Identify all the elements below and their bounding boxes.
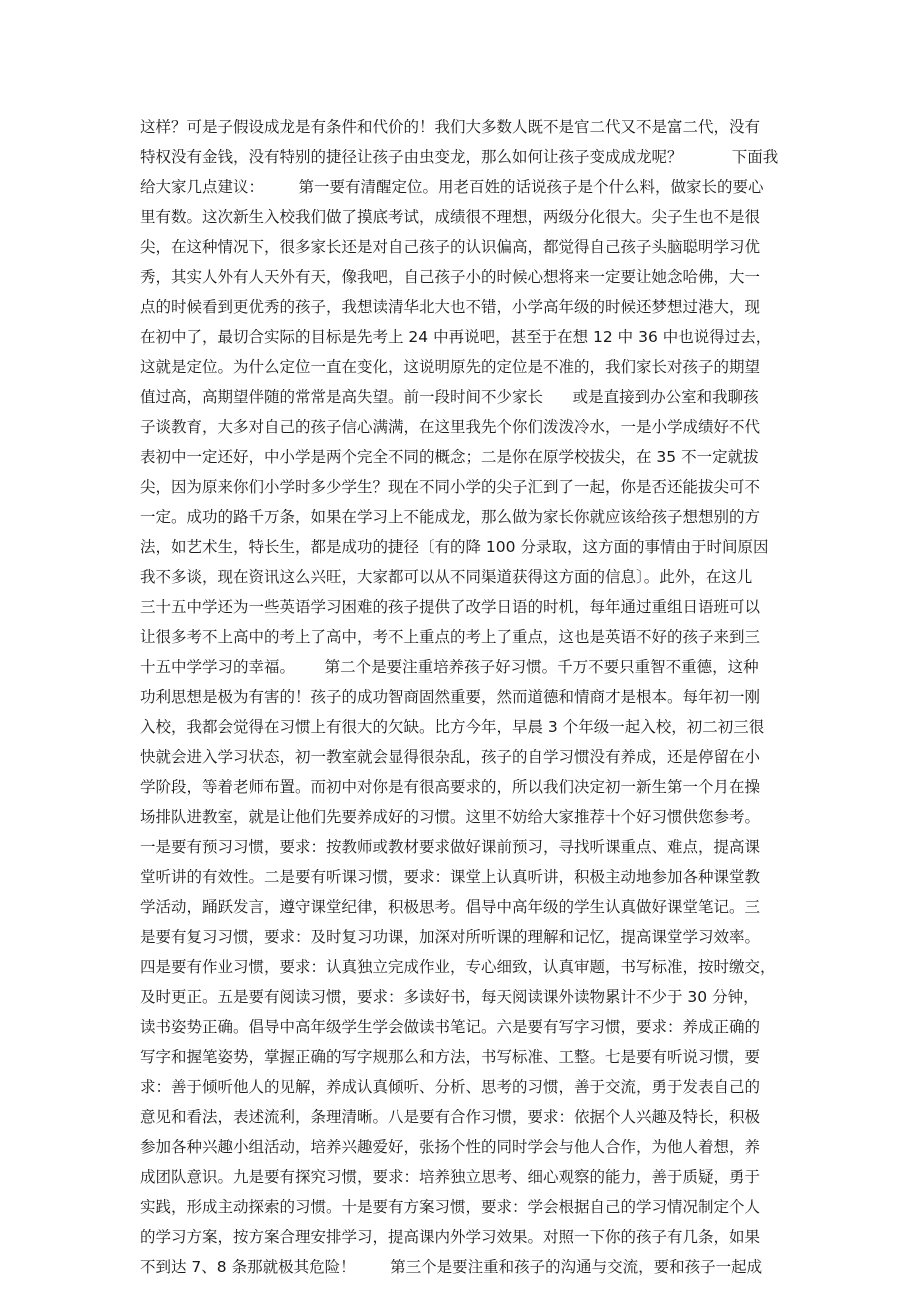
text-line: 让很多考不上高中的考上了高中，考不上重点的考上了重点，这也是英语不好的孩子来到三: [140, 628, 761, 646]
text-line: 点的时候看到更优秀的孩子，我想读清华北大也不错，小学高年级的时候还梦想过港大，现: [140, 298, 761, 316]
text-line: 入校，我都会觉得在习惯上有很大的欠缺。比方今年，早晨 3 个年级一起入校，初二初三很: [140, 718, 765, 736]
text-line: 写字和握笔姿势，掌握正确的写字规那么和方法，书写标准、工整。七是要有听说习惯，要: [140, 1048, 761, 1066]
text-line: 读书姿势正确。倡导中高年级学生学会做读书笔记。六是要有写字习惯，要求：养成正确的: [140, 1018, 761, 1036]
text-line: 场排队进教室，就是让他们先要养成好的习惯。这里不妨给大家推荐十个好习惯供您参考。: [140, 808, 761, 826]
text-line: 四是要有作业习惯，要求：认真独立完成作业，专心细致，认真审题，书写标准，按时缴交，: [140, 958, 776, 976]
text-line: 尖，因为原来你们小学时多少学生？现在不同小学的尖子汇到了一起，你是否还能拔尖可不: [140, 478, 761, 496]
text-line: 的学习方案，按方案合理安排学习，提高课内外学习效果。对照一下你的孩子有几条，如果: [140, 1228, 761, 1246]
text-line: 功利思想是极为有害的！孩子的成功智商固然重要，然而道德和情商才是根本。每年初一刚: [140, 688, 761, 706]
text-line: 给大家几点建议： 第一要有清醒定位。用老百姓的话说孩子是个什么料，做家长的要心: [140, 178, 764, 196]
text-line: 值过高，高期望伴随的常常是高失望。前一段时间不少家长 或是直接到办公室和我聊孩: [140, 388, 759, 406]
text-line: 成团队意识。九是要有探究习惯，要求：培养独立思考、细心观察的能力，善于质疑，勇于: [140, 1168, 761, 1186]
text-line: 及时更正。五是要有阅读习惯，要求：多读好书，每天阅读课外读物累计不少于 30 分钟，: [140, 988, 759, 1006]
text-line: 一是要有预习习惯，要求：按教师或教材要求做好课前预习，寻找听课重点、难点，提高课: [140, 838, 761, 856]
text-line: 特权没有金钱，没有特别的捷径让孩子由虫变龙，那么如何让孩子变成成龙呢？ 下面我: [140, 148, 779, 166]
text-line: 学活动，踊跃发言，遵守课堂纪律，积极思考。倡导中高年级的学生认真做好课堂笔记。三: [140, 898, 761, 916]
text-line: 这样？可是子假设成龙是有条件和代价的！我们大多数人既不是官二代又不是富二代，没有: [140, 118, 761, 136]
text-line: 实践，形成主动探索的习惯。十是要有方案习惯，要求：学会根据自己的学习情况制定个人: [140, 1198, 761, 1216]
text-line: 我不多谈，现在资讯这么兴旺，大家都可以从不同渠道获得这方面的信息〕。此外，在这儿: [140, 568, 753, 586]
text-line: 堂听讲的有效性。二是要有听课习惯，要求：课堂上认真听讲，积极主动地参加各种课堂教: [140, 868, 761, 886]
text-line: 里有数。这次新生入校我们做了摸底考试，成绩很不理想，两级分化很大。尖子生也不是很: [140, 208, 761, 226]
text-line: 意见和看法，表述流利，条理清晰。八是要有合作习惯，要求：依据个人兴趣及特长，积极: [140, 1108, 761, 1126]
text-line: 十五中学学习的幸福。 第二个是要注重培养孩子好习惯。千万不要只重智不重德，这种: [140, 658, 759, 676]
text-line: 一定。成功的路千万条，如果在学习上不能成龙，那么做为家长你就应该给孩子想想别的方: [140, 508, 761, 526]
text-line: 是要有复习习惯，要求：及时复习功课，加深对所听课的理解和记忆，提高课堂学习效率。: [140, 928, 761, 946]
text-line: 学阶段，等着老师布置。而初中对你是有很高要求的，所以我们决定初一新生第一个月在操: [140, 778, 761, 796]
text-line: 快就会进入学习状态，初一教室就会显得很杂乱，孩子的自学习惯没有养成，还是停留在小: [140, 748, 761, 766]
text-line: 子谈教育，大多对自己的孩子信心满满，在这里我先个你们泼泼冷水，一是小学成绩好不代: [140, 418, 761, 436]
text-line: 秀，其实人外有人天外有天，像我吧，自己孩子小的时候心想将来一定要让她念哈佛，大一: [140, 268, 761, 286]
text-line: 参加各种兴趣小组活动，培养兴趣爱好，张扬个性的同时学会与他人合作，为他人着想，养: [140, 1138, 761, 1156]
text-line: 尖，在这种情况下，很多家长还是对自己孩子的认识偏高，都觉得自己孩子头脑聪明学习优: [140, 238, 761, 256]
text-line: 这就是定位。为什么定位一直在变化，这说明原先的定位是不准的，我们家长对孩子的期望: [140, 358, 761, 376]
text-line: 表初中一定还好，中小学是两个完全不同的概念；二是你在原学校拔尖，在 35 不一定就拔: [140, 448, 759, 466]
text-line: 不到达 7、8 条那就极其危险！ 第三个是要注重和孩子的沟通与交流，要和孩子一起成: [140, 1258, 763, 1276]
text-line: 法，如艺术生，特长生，都是成功的捷径〔有的降 100 分录取，这方面的事情由于时间原因: [140, 538, 769, 556]
text-line: 三十五中学还为一些英语学习困难的孩子提供了改学日语的时机，每年通过重组日语班可以: [140, 598, 761, 616]
text-line: 求：善于倾听他人的见解，养成认真倾听、分析、思考的习惯，善于交流，勇于发表自己的: [140, 1078, 761, 1096]
text-line: 在初中了，最切合实际的目标是先考上 24 中再说吧，甚至于在想 12 中 36 中也说得过去，: [140, 328, 772, 346]
